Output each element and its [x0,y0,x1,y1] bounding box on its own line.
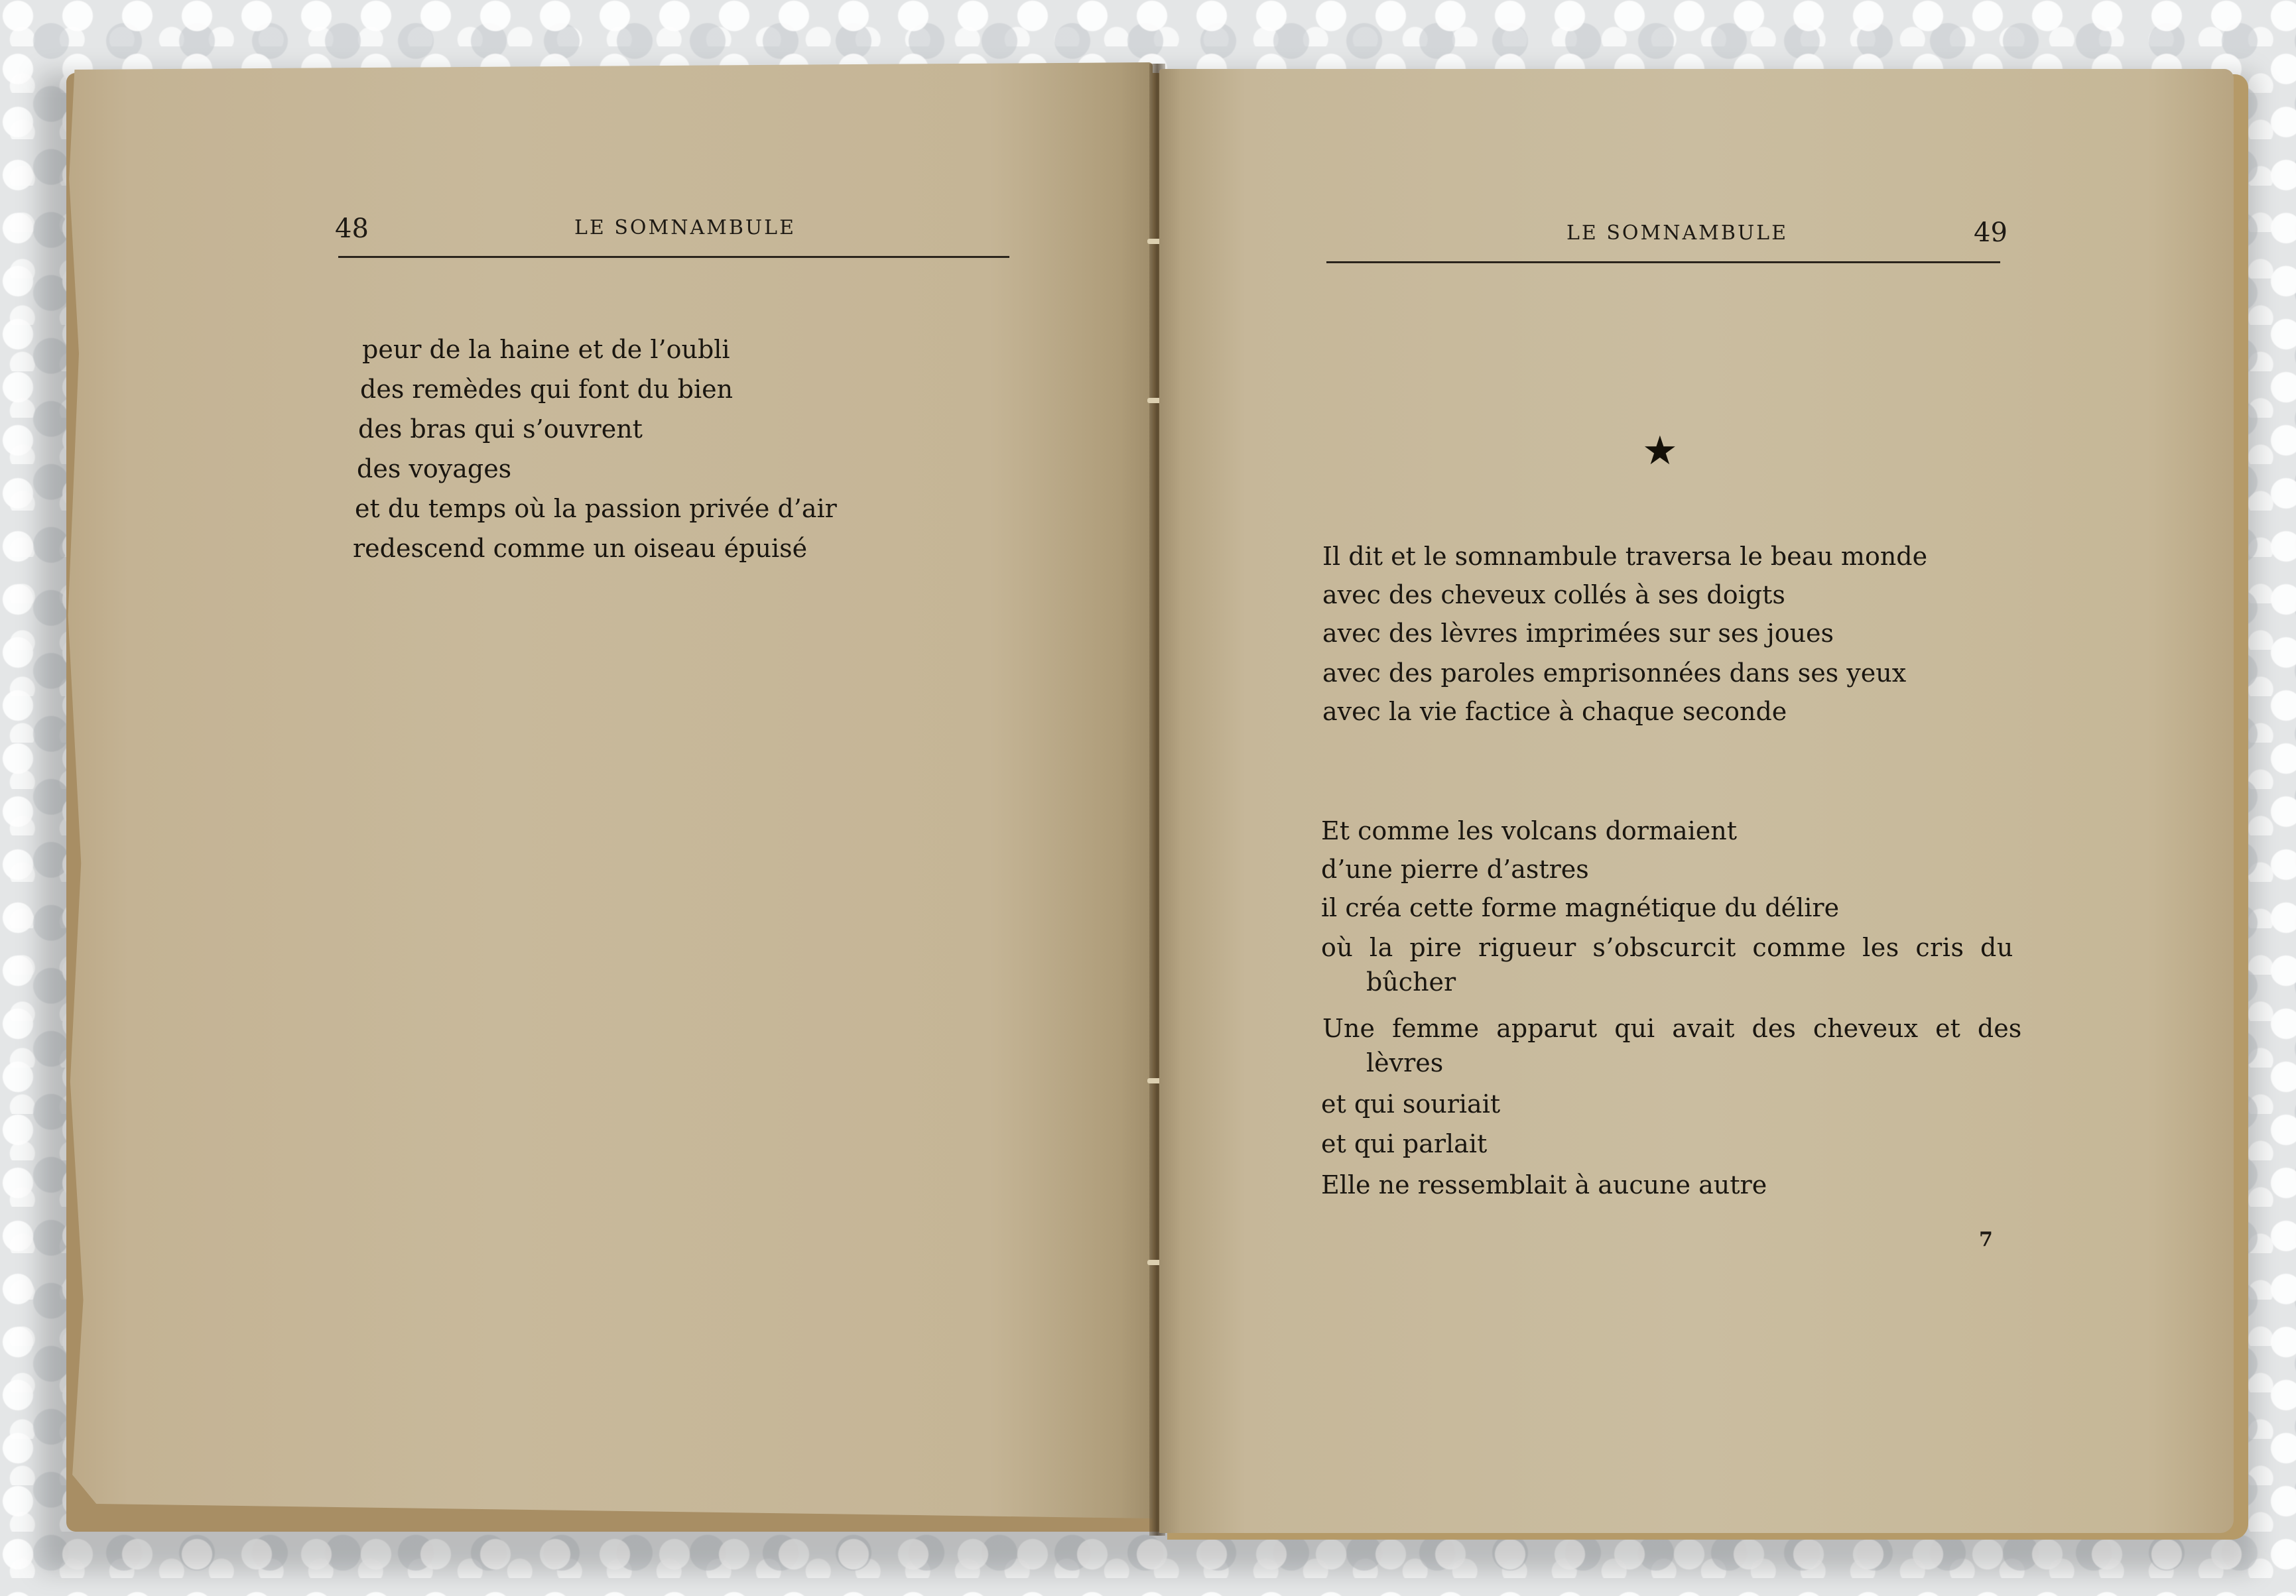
left-running-head: LE SOMNAMBULE [574,216,797,239]
poem-line: avec des lèvres imprimées sur ses joues [1322,619,1834,648]
poem-line: avec des paroles emprisonnées dans ses yeux [1322,658,1907,688]
poem-line: avec la vie factice à chaque seconde [1322,697,1787,726]
poem-line: il créa cette forme magnétique du délire [1321,893,1840,922]
poem-line: des remèdes qui font du bien [360,375,733,404]
poem-line: Elle ne ressemblait à aucune autre [1321,1170,1767,1199]
right-header-rule [1326,261,2000,263]
star-ornament: ★ [1642,428,1678,474]
right-running-head: LE SOMNAMBULE [1566,221,1789,245]
poem-line: avec des cheveux collés à ses doigts [1322,580,1785,609]
signature-mark: 7 [1979,1228,1993,1251]
poem-line: lèvres [1366,1048,1444,1077]
poem-line: bûcher [1366,967,1456,997]
poem-line: redescend comme un oiseau épuisé [353,534,808,563]
poem-line: où la pire rigueur s’obscurcit comme les cris du [1321,933,2013,962]
poem-line: des bras qui s’ouvrent [358,414,643,444]
poem-line: et qui parlait [1321,1129,1488,1158]
poem-line: d’une pierre d’astres [1321,855,1589,884]
poem-line: peur de la haine et de l’oubli [362,335,730,364]
poem-line: Il dit et le somnambule traversa le beau monde [1322,542,1928,571]
poem-line: et du temps où la passion privée d’air [355,494,837,523]
poem-line: Et comme les volcans dormaient [1321,816,1738,845]
poem-line: des voyages [357,454,512,483]
left-header-rule [338,256,1009,258]
poem-line: Une femme apparut qui avait des cheveux et des [1322,1014,2022,1043]
right-page [1159,69,2234,1533]
right-page-number: 49 [1974,217,2008,248]
left-page [64,62,1153,1518]
left-page-number: 48 [335,214,369,244]
poem-line: et qui souriait [1321,1089,1501,1119]
